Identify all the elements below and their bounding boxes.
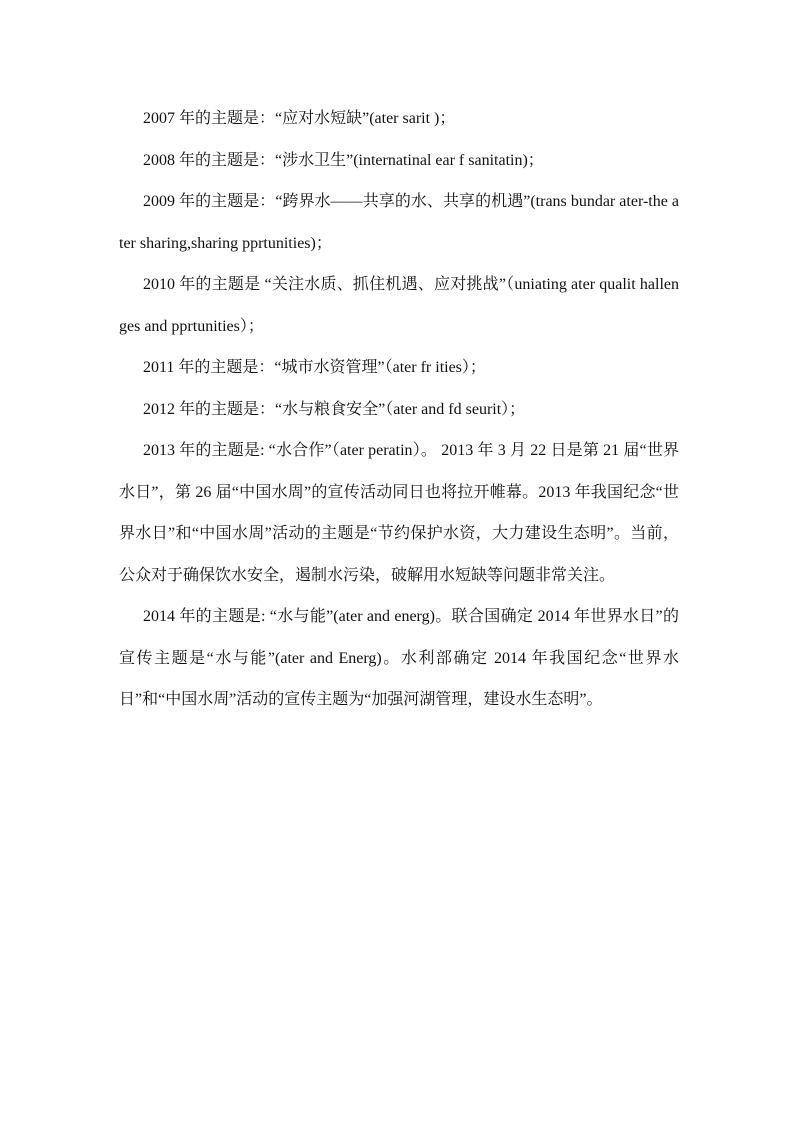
paragraph-2009: 2009 年的主题是：“跨界水——共享的水、共享的机遇”(trans bundar ater-the ater sharing,sharing pprtunities)；	[119, 193, 679, 252]
paragraph-2007: 2007 年的主题是：“应对水短缺”(ater sarit )；	[143, 110, 456, 127]
paragraph-2010: 2010 年的主题是 “关注水质、抓住机遇、应对挑战”（uniating ater qualit hallenges and pprtunities）；	[119, 276, 679, 335]
paragraph-2014: 2014 年的主题是: “水与能”(ater and energ)。联合国确定 2014 年世界水日”的宣传主题是“水与能”(ater and Energ)。水利部确定 2014 年我国纪念“世界水日”和“中国水周”活动的宣传主题为“加强河湖管理，建设水生态明”。	[119, 608, 679, 708]
document-body	[119, 98, 679, 721]
paragraph-2008: 2008 年的主题是：“涉水卫生”(internatinal ear f sanitatin)；	[143, 151, 544, 169]
paragraph-2012: 2012 年的主题是：“水与粮食安全”（ater and fd seurit）；	[143, 400, 526, 418]
paragraph-2013: 2013 年的主题是: “水合作”（ater peratin）。 2013 年 3 月 22 日是第 21 届“世界水日”，第 26 届“中国水周”的宣传活动同日也将拉开帷幕。2013 年我国纪念“世界水日”和“中国水周”活动的主题是“节约保护水资，大力建设生态明”。当前，公众对于确保饮水安全，遏制水污染，破解用水短缺等问题非常关注。	[119, 442, 679, 584]
paragraph-2011: 2011 年的主题是：“城市水资管理”（ater fr ities）；	[143, 359, 486, 376]
